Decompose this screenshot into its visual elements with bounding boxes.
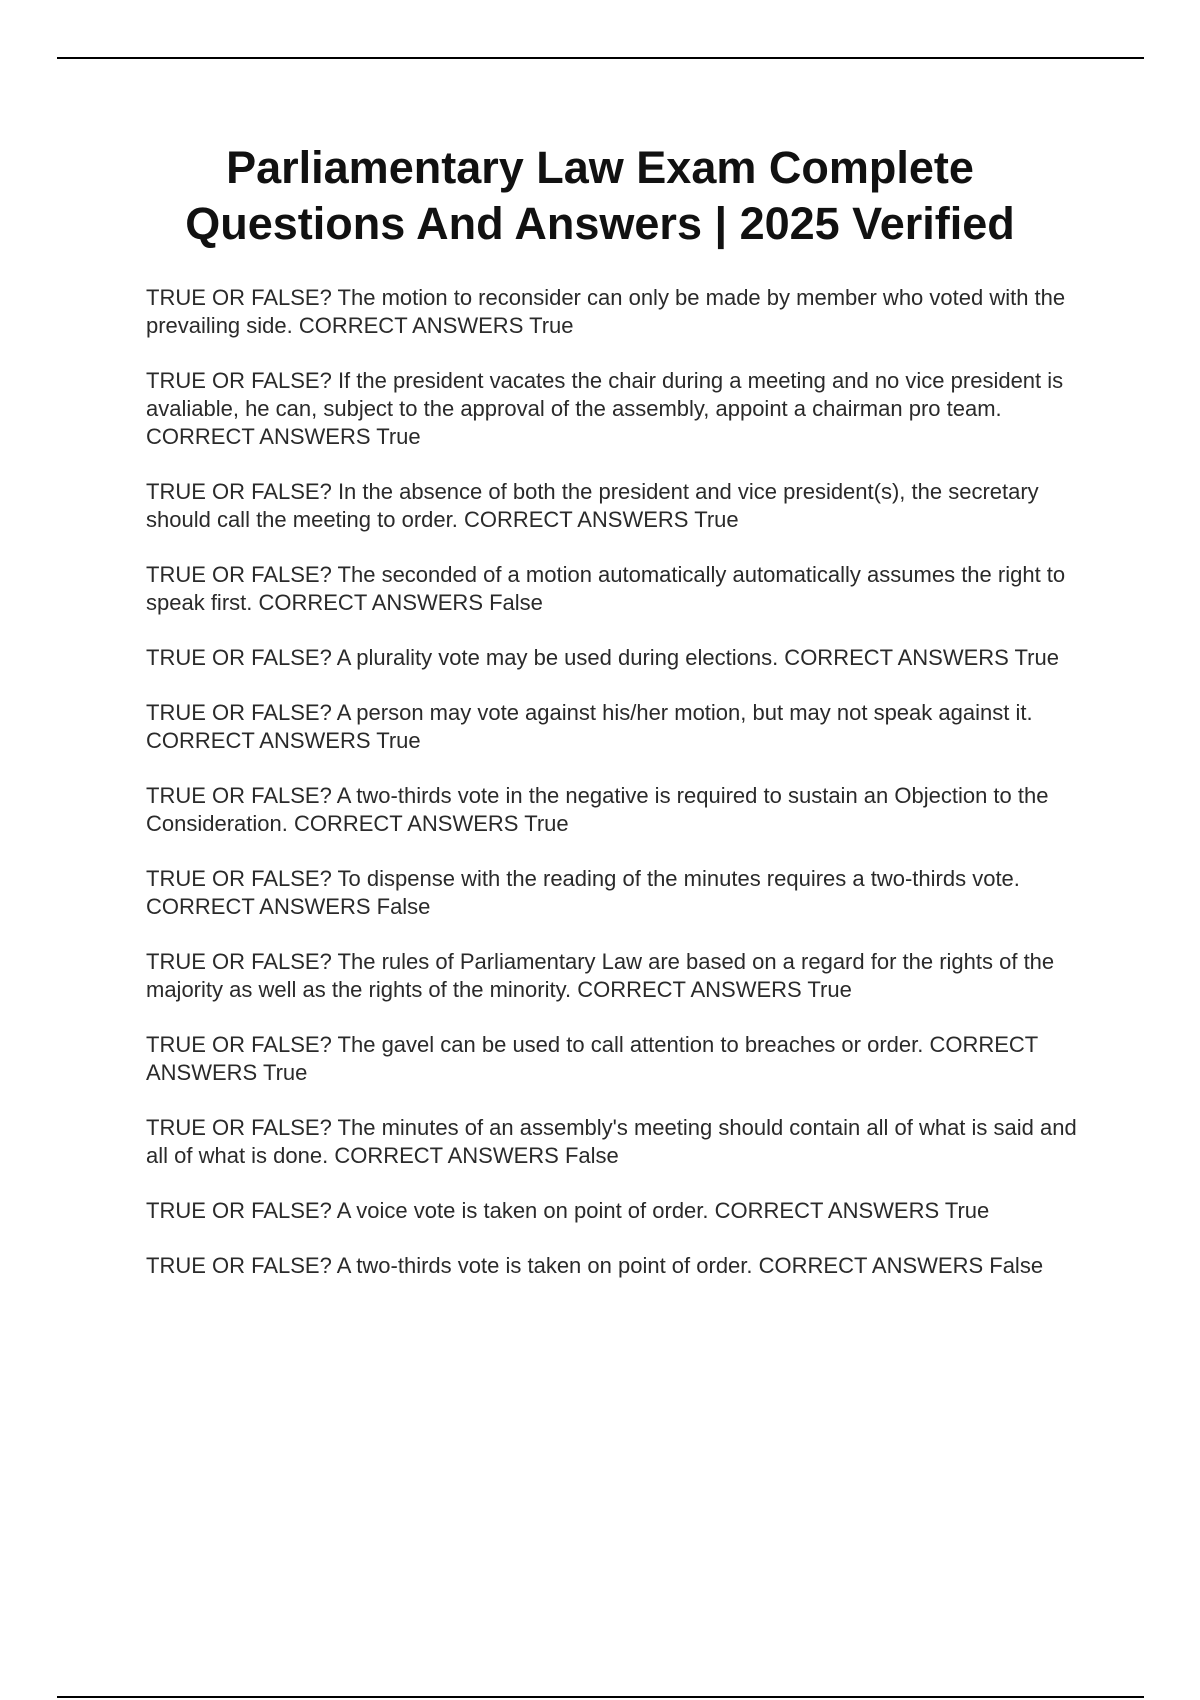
qa-item: TRUE OR FALSE? The gavel can be used to call attention to breaches or order. CORRECT ANSWERS True [146, 1032, 1038, 1085]
qa-item: TRUE OR FALSE? A plurality vote may be used during elections. CORRECT ANSWERS True [146, 645, 1059, 670]
bottom-rule [57, 1696, 1144, 1698]
qa-item: TRUE OR FALSE? The rules of Parliamentary Law are based on a regard for the rights of the majority as well as the rights of the minority. CORRECT ANSWERS True [146, 949, 1055, 1002]
page-title-line-1: Parliamentary Law Exam Complete [226, 142, 974, 193]
page-title [0, 140, 1200, 252]
qa-item: TRUE OR FALSE? The motion to reconsider can only be made by member who voted with the prevailing side. CORRECT ANSWERS True [146, 285, 1066, 338]
qa-item: TRUE OR FALSE? To dispense with the reading of the minutes requires a two-thirds vote. CORRECT ANSWERS False [146, 866, 1020, 919]
top-rule [57, 57, 1144, 59]
qa-item: TRUE OR FALSE? In the absence of both the president and vice president(s), the secretary should call the meeting to order. CORRECT ANSWERS True [146, 479, 1039, 532]
qa-item: TRUE OR FALSE? A person may vote against his/her motion, but may not speak against it. CORRECT ANSWERS True [146, 700, 1033, 753]
qa-item: TRUE OR FALSE? The seconded of a motion automatically automatically assumes the right to speak first. CORRECT ANSWERS False [146, 562, 1066, 615]
qa-item: TRUE OR FALSE? A voice vote is taken on point of order. CORRECT ANSWERS True [146, 1198, 990, 1223]
qa-item: TRUE OR FALSE? A two-thirds vote is taken on point of order. CORRECT ANSWERS False [146, 1253, 1044, 1278]
page-title-line-2: Questions And Answers | 2025 Verified [185, 198, 1015, 249]
title-block [0, 140, 1200, 252]
qa-item: TRUE OR FALSE? If the president vacates the chair during a meeting and no vice president is avaliable, he can, subject to the approval of the assembly, appoint a chairman pro team. CORRECT ANSWERS True [146, 368, 1064, 449]
qa-item: TRUE OR FALSE? A two-thirds vote in the negative is required to sustain an Objection to the Consideration. CORRECT ANSWERS True [146, 783, 1049, 836]
qa-list [146, 284, 1086, 1307]
qa-item: TRUE OR FALSE? The minutes of an assembly's meeting should contain all of what is said and all of what is done. CORRECT ANSWERS False [146, 1115, 1077, 1168]
